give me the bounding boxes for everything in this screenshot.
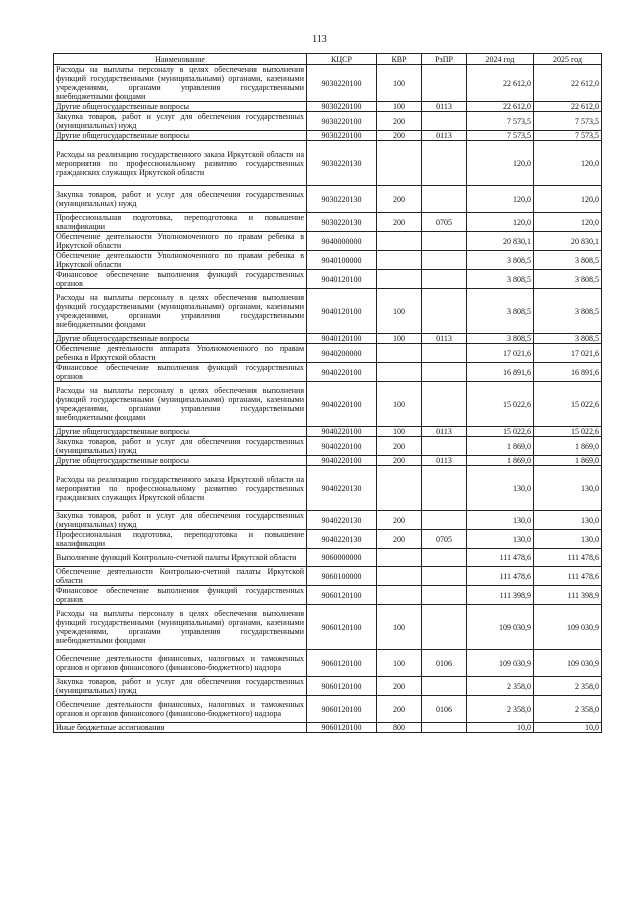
- table-row: [54, 289, 602, 334]
- row-kcsr: 9040200000: [307, 344, 377, 363]
- row-2025: 22 612,0: [534, 65, 602, 102]
- row-rzpr: [422, 511, 467, 530]
- row-rzpr: [422, 141, 467, 186]
- row-name: Закупка товаров, работ и услуг для обеспечения государственных (муниципальных) нужд: [54, 112, 307, 131]
- table-row: [54, 65, 602, 102]
- row-name: Финансовое обеспечение выполнения функций государственных органов: [54, 270, 307, 289]
- table-row: [54, 549, 602, 567]
- row-2025: 130,0: [534, 530, 602, 549]
- row-name: Другие общегосударственные вопросы: [54, 102, 307, 112]
- header-kcsr: КЦСР: [307, 54, 377, 65]
- budget-table: [53, 53, 602, 733]
- table-row: [54, 427, 602, 437]
- row-2024: 22 612,0: [467, 65, 534, 102]
- table-body: [54, 65, 602, 733]
- table-row: [54, 723, 602, 733]
- row-kvr: 100: [377, 382, 422, 427]
- table-row: [54, 456, 602, 466]
- header-2024: 2024 год: [467, 54, 534, 65]
- row-rzpr: [422, 112, 467, 131]
- table-row: [54, 112, 602, 131]
- row-name: Обеспечение деятельности Уполномоченного по правам ребенка в Иркутской области: [54, 232, 307, 251]
- row-2025: 15 022,6: [534, 427, 602, 437]
- row-rzpr: [422, 344, 467, 363]
- row-2024: 1 869,0: [467, 437, 534, 456]
- header-2025: 2025 год: [534, 54, 602, 65]
- row-2024: 22 612,0: [467, 102, 534, 112]
- row-kvr: [377, 567, 422, 586]
- row-kcsr: 9060120100: [307, 723, 377, 733]
- row-name: Обеспечение деятельности финансовых, налоговых и таможенных органов и органов финансового (финансово-бюджетного) надзора: [54, 650, 307, 677]
- row-kcsr: 9060120100: [307, 586, 377, 605]
- row-name: Другие общегосударственные вопросы: [54, 456, 307, 466]
- row-kcsr: 9040220100: [307, 437, 377, 456]
- row-kcsr: 9030220100: [307, 112, 377, 131]
- row-kvr: 200: [377, 456, 422, 466]
- table-header: [54, 54, 602, 65]
- row-kcsr: 9040220100: [307, 382, 377, 427]
- row-kvr: 800: [377, 723, 422, 733]
- row-2025: 1 869,0: [534, 456, 602, 466]
- row-kcsr: 9040220130: [307, 530, 377, 549]
- table-row: [54, 186, 602, 213]
- row-kcsr: 9030220130: [307, 186, 377, 213]
- row-kvr: 100: [377, 427, 422, 437]
- row-kcsr: 9030220100: [307, 65, 377, 102]
- row-name: Расходы на выплаты персоналу в целях обеспечения выполнения функций государственными (муниципальными) органами, казенными учреждениями, органами управления государственными внебюджетными фондами: [54, 382, 307, 427]
- row-name: Профессиональная подготовка, переподготовка и повышение квалификации: [54, 530, 307, 549]
- row-2024: 17 021,6: [467, 344, 534, 363]
- row-2024: 120,0: [467, 186, 534, 213]
- row-2024: 111 478,6: [467, 567, 534, 586]
- row-kvr: [377, 251, 422, 270]
- row-2024: 130,0: [467, 511, 534, 530]
- row-name: Закупка товаров, работ и услуг для обеспечения государственных (муниципальных) нужд: [54, 677, 307, 696]
- row-rzpr: [422, 270, 467, 289]
- row-kcsr: 9040120100: [307, 334, 377, 344]
- table-row: [54, 131, 602, 141]
- row-rzpr: [422, 466, 467, 511]
- row-2024: 130,0: [467, 466, 534, 511]
- row-2025: 1 869,0: [534, 437, 602, 456]
- row-rzpr: [422, 65, 467, 102]
- row-name: Расходы на выплаты персоналу в целях обеспечения выполнения функций государственными (муниципальными) органами, казенными учреждениями, органами управления государственными внебюджетными фондами: [54, 605, 307, 650]
- row-2024: 15 022,6: [467, 427, 534, 437]
- header-kvr: КВР: [377, 54, 422, 65]
- table-row: [54, 251, 602, 270]
- row-kvr: 200: [377, 213, 422, 232]
- row-2024: 111 478,6: [467, 549, 534, 567]
- row-kcsr: 9040220100: [307, 427, 377, 437]
- row-kvr: 200: [377, 186, 422, 213]
- row-kvr: [377, 344, 422, 363]
- row-2025: 22 612,0: [534, 102, 602, 112]
- row-kcsr: 9040120100: [307, 270, 377, 289]
- row-kvr: 100: [377, 289, 422, 334]
- row-rzpr: [422, 586, 467, 605]
- row-kvr: [377, 466, 422, 511]
- row-rzpr: [422, 251, 467, 270]
- row-2025: 120,0: [534, 213, 602, 232]
- row-kcsr: 9030220130: [307, 141, 377, 186]
- row-rzpr: [422, 382, 467, 427]
- row-rzpr: 0705: [422, 530, 467, 549]
- row-kvr: [377, 270, 422, 289]
- row-kvr: 200: [377, 677, 422, 696]
- row-2024: 20 830,1: [467, 232, 534, 251]
- row-rzpr: [422, 723, 467, 733]
- table-row: [54, 344, 602, 363]
- row-rzpr: [422, 289, 467, 334]
- row-name: Другие общегосударственные вопросы: [54, 131, 307, 141]
- table-row: [54, 650, 602, 677]
- table-row: [54, 567, 602, 586]
- header-name: Наименование: [54, 54, 307, 65]
- row-name: Выполнение функций Контрольно-счетной палаты Иркутской области: [54, 549, 307, 567]
- row-name: Обеспечение деятельности аппарата Уполномоченного по правам ребенка в Иркутской области: [54, 344, 307, 363]
- row-2024: 111 398,9: [467, 586, 534, 605]
- row-kcsr: 9030220130: [307, 213, 377, 232]
- row-2025: 15 022,6: [534, 382, 602, 427]
- table-row: [54, 334, 602, 344]
- row-kcsr: 9060100000: [307, 567, 377, 586]
- row-name: Иные бюджетные ассигнования: [54, 723, 307, 733]
- row-kvr: 200: [377, 530, 422, 549]
- row-2025: 7 573,5: [534, 112, 602, 131]
- row-kcsr: 9060120100: [307, 650, 377, 677]
- row-2025: 3 808,5: [534, 289, 602, 334]
- row-kvr: 100: [377, 102, 422, 112]
- row-2025: 120,0: [534, 186, 602, 213]
- row-rzpr: 0705: [422, 213, 467, 232]
- row-2025: 109 030,9: [534, 650, 602, 677]
- row-kcsr: 9040220130: [307, 511, 377, 530]
- row-kcsr: 9060120100: [307, 696, 377, 723]
- row-kvr: 200: [377, 696, 422, 723]
- row-kcsr: 9040100000: [307, 251, 377, 270]
- row-2024: 3 808,5: [467, 334, 534, 344]
- row-kvr: 200: [377, 511, 422, 530]
- row-2025: 111 398,9: [534, 586, 602, 605]
- table-row: [54, 696, 602, 723]
- row-2025: 3 808,5: [534, 251, 602, 270]
- row-kcsr: 9060120100: [307, 605, 377, 650]
- row-rzpr: [422, 186, 467, 213]
- row-name: Расходы на реализацию государственного заказа Иркутской области на мероприятия по профессиональному развитию государственных гражданских служащих Иркутской области: [54, 141, 307, 186]
- row-2024: 10,0: [467, 723, 534, 733]
- row-rzpr: 0106: [422, 650, 467, 677]
- row-name: Обеспечение деятельности Уполномоченного по правам ребенка в Иркутской области: [54, 251, 307, 270]
- row-rzpr: [422, 549, 467, 567]
- row-2024: 7 573,5: [467, 112, 534, 131]
- row-rzpr: 0113: [422, 102, 467, 112]
- row-rzpr: [422, 363, 467, 382]
- row-name: Расходы на выплаты персоналу в целях обеспечения выполнения функций государственными (муниципальными) органами, казенными учреждениями, органами управления государственными внебюджетными фондами: [54, 289, 307, 334]
- row-name: Расходы на выплаты персоналу в целях обеспечения выполнения функций государственными (муниципальными) органами, казенными учреждениями, органами управления государственными внебюджетными фондами: [54, 65, 307, 102]
- row-kvr: 200: [377, 131, 422, 141]
- row-name: Финансовое обеспечение выполнения функций государственных органов: [54, 586, 307, 605]
- table-row: [54, 382, 602, 427]
- row-rzpr: [422, 437, 467, 456]
- row-2024: 15 022,6: [467, 382, 534, 427]
- row-name: Другие общегосударственные вопросы: [54, 427, 307, 437]
- row-2025: 17 021,6: [534, 344, 602, 363]
- row-rzpr: [422, 232, 467, 251]
- row-kvr: [377, 586, 422, 605]
- row-2025: 20 830,1: [534, 232, 602, 251]
- row-rzpr: 0113: [422, 456, 467, 466]
- table-row: [54, 677, 602, 696]
- row-name: Закупка товаров, работ и услуг для обеспечения государственных (муниципальных) нужд: [54, 437, 307, 456]
- row-kvr: 100: [377, 605, 422, 650]
- row-kvr: [377, 363, 422, 382]
- row-kcsr: 9040220100: [307, 363, 377, 382]
- row-2024: 16 891,6: [467, 363, 534, 382]
- row-kvr: 100: [377, 334, 422, 344]
- row-kvr: [377, 549, 422, 567]
- row-kvr: 100: [377, 65, 422, 102]
- row-name: Профессиональная подготовка, переподготовка и повышение квалификации: [54, 213, 307, 232]
- row-kcsr: 9040000000: [307, 232, 377, 251]
- row-kvr: 200: [377, 437, 422, 456]
- table-row: [54, 586, 602, 605]
- row-2025: 109 030,9: [534, 605, 602, 650]
- row-2025: 2 358,0: [534, 677, 602, 696]
- row-2024: 120,0: [467, 141, 534, 186]
- table-row: [54, 213, 602, 232]
- row-name: Расходы на реализацию государственного заказа Иркутской области на мероприятия по профессиональному развитию государственных гражданских служащих Иркутской области: [54, 466, 307, 511]
- row-kcsr: 9040220100: [307, 456, 377, 466]
- table-row: [54, 605, 602, 650]
- table-row: [54, 102, 602, 112]
- row-2025: 7 573,5: [534, 131, 602, 141]
- row-2025: 130,0: [534, 511, 602, 530]
- row-2025: 3 808,5: [534, 270, 602, 289]
- row-kcsr: 9030220100: [307, 131, 377, 141]
- row-name: Финансовое обеспечение выполнения функций государственных органов: [54, 363, 307, 382]
- row-2024: 1 869,0: [467, 456, 534, 466]
- row-2024: 109 030,9: [467, 605, 534, 650]
- row-2025: 130,0: [534, 466, 602, 511]
- row-rzpr: [422, 677, 467, 696]
- table-row: [54, 437, 602, 456]
- row-2024: 109 030,9: [467, 650, 534, 677]
- row-2024: 2 358,0: [467, 677, 534, 696]
- table-row: [54, 141, 602, 186]
- table-row: [54, 530, 602, 549]
- row-2024: 3 808,5: [467, 289, 534, 334]
- row-kvr: 100: [377, 650, 422, 677]
- row-rzpr: 0113: [422, 131, 467, 141]
- row-rzpr: [422, 605, 467, 650]
- row-kcsr: 9060000000: [307, 549, 377, 567]
- row-kcsr: 9060120100: [307, 677, 377, 696]
- table-row: [54, 511, 602, 530]
- header-row: [54, 54, 602, 65]
- page-number: 113: [312, 34, 327, 45]
- row-2024: 120,0: [467, 213, 534, 232]
- row-name: Закупка товаров, работ и услуг для обеспечения государственных (муниципальных) нужд: [54, 186, 307, 213]
- row-rzpr: 0106: [422, 696, 467, 723]
- row-2025: 10,0: [534, 723, 602, 733]
- row-name: Закупка товаров, работ и услуг для обеспечения государственных (муниципальных) нужд: [54, 511, 307, 530]
- row-2025: 120,0: [534, 141, 602, 186]
- table-row: [54, 363, 602, 382]
- row-2024: 130,0: [467, 530, 534, 549]
- row-kcsr: 9040120100: [307, 289, 377, 334]
- row-2024: 2 358,0: [467, 696, 534, 723]
- table-row: [54, 270, 602, 289]
- row-kvr: [377, 141, 422, 186]
- row-2024: 3 808,5: [467, 270, 534, 289]
- table-row: [54, 232, 602, 251]
- row-name: Обеспечение деятельности финансовых, налоговых и таможенных органов и органов финансового (финансово-бюджетного) надзора: [54, 696, 307, 723]
- row-kvr: 200: [377, 112, 422, 131]
- row-2024: 3 808,5: [467, 251, 534, 270]
- row-rzpr: 0113: [422, 334, 467, 344]
- row-kvr: [377, 232, 422, 251]
- table-row: [54, 466, 602, 511]
- row-rzpr: [422, 567, 467, 586]
- row-name: Другие общегосударственные вопросы: [54, 334, 307, 344]
- header-rzpr: РзПР: [422, 54, 467, 65]
- row-2025: 111 478,6: [534, 567, 602, 586]
- row-2025: 111 478,6: [534, 549, 602, 567]
- row-2025: 3 808,5: [534, 334, 602, 344]
- row-2025: 2 358,0: [534, 696, 602, 723]
- row-2024: 7 573,5: [467, 131, 534, 141]
- row-kcsr: 9040220130: [307, 466, 377, 511]
- row-name: Обеспечение деятельности Контрольно-счетной палаты Иркутской области: [54, 567, 307, 586]
- row-2025: 16 891,6: [534, 363, 602, 382]
- row-rzpr: 0113: [422, 427, 467, 437]
- row-kcsr: 9030220100: [307, 102, 377, 112]
